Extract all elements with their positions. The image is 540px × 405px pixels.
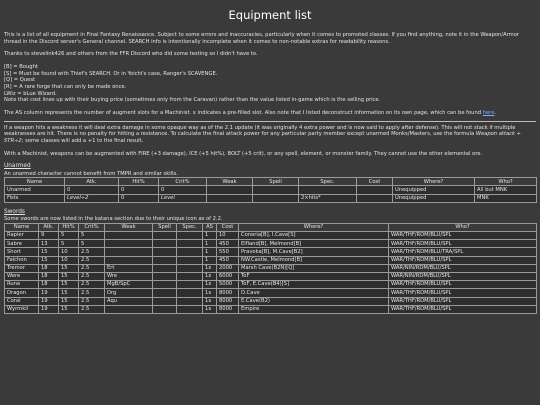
table-cell: Coral (5, 297, 39, 305)
machinist-paragraph: With a Machinist, weapons can be augmented with FIRE (+3 damage), ICE (+5 hit%), BOLT (+5 crit), or any spell, element, or monster family. They cannot use the other elemental ore. (4, 150, 483, 157)
table-cell (177, 256, 203, 264)
unarmed-table (4, 177, 537, 203)
weakness-text: If a weapon hits a weakness it will deal extra damage in some opaque way as of the 2.1 update (it was originally 4 extra power and is now said to apply after defense). This will not stack if multiple weaknesses are hit. There is no penalty for hitting a resistance. To calculate the final attack power for any particular party member except unarmed Monks/Masters, use the formula (4, 124, 516, 138)
column-header: Crit% (79, 223, 105, 231)
column-header: Weak (105, 223, 153, 231)
swords-table-body (5, 232, 537, 314)
legend-line: [B] = Bought (4, 63, 38, 70)
table-cell: D.Cave (239, 289, 389, 297)
table-cell: WAR/NIN/RDM/BLU/SPL (389, 264, 537, 272)
table-cell: 2.5 (79, 305, 105, 313)
as-note-paragraph (4, 110, 536, 117)
column-header: Who? (389, 223, 537, 231)
column-header: Name (5, 178, 65, 186)
table-cell: ToF (239, 273, 389, 281)
table-cell: 0 (159, 186, 207, 194)
table-cell: 15 (59, 289, 79, 297)
table-cell (177, 289, 203, 297)
unarmed-description: An unarmed character cannot benefit from TMPR and similar skills. (4, 170, 178, 177)
column-header: Atk. (39, 223, 59, 231)
table-cell (207, 194, 253, 202)
table-cell: Rapier (5, 232, 39, 240)
table-cell: Ert (105, 264, 153, 272)
table-cell (105, 248, 153, 256)
table-cell: WAR/THF/RDM/BLU/SPL (389, 281, 537, 289)
table-cell: MgB/SpC (105, 281, 153, 289)
table-cell: 1x (203, 289, 217, 297)
swords-table (4, 223, 537, 314)
table-cell: 15 (59, 297, 79, 305)
table-cell (153, 264, 177, 272)
table-cell: WAR/THF/RDM/BLU/SPL (389, 297, 537, 305)
deconstruct-link[interactable]: here (482, 109, 495, 116)
column-header: Spell (153, 223, 177, 231)
table-cell: 1 (203, 256, 217, 264)
table-cell: Empire (239, 305, 389, 313)
table-cell (65, 194, 119, 202)
table-cell: 0 (65, 186, 119, 194)
table-row (5, 248, 537, 256)
table-cell (153, 297, 177, 305)
table-row (5, 194, 537, 202)
table-cell: 1x (203, 297, 217, 305)
table-cell: 2.5 (79, 281, 105, 289)
table-cell: Unarmed (5, 186, 65, 194)
table-cell: 5 (79, 240, 105, 248)
table-cell (159, 194, 207, 202)
table-cell: 2.5 (79, 297, 105, 305)
table-cell: Rune (5, 281, 39, 289)
cell-italic: Level (161, 194, 175, 201)
attack-formula: Weapon attack + STR÷2 (4, 131, 522, 144)
table-cell: 8000 (217, 297, 239, 305)
table-cell (105, 305, 153, 313)
table-row (5, 305, 537, 313)
table-cell: 10 (59, 248, 79, 256)
column-header: Cost (357, 178, 393, 186)
table-cell: 15 (39, 256, 59, 264)
table-cell: 450 (217, 256, 239, 264)
table-cell: WAR/THF/RDM/BLU/SPL (389, 240, 537, 248)
table-cell: 0 (119, 186, 159, 194)
table-row (5, 186, 537, 194)
legend-line: [S] = Must be found with Thief's SEARCH. Or in Yoichi's case, Ranger's SCAVENGE. (4, 70, 218, 77)
table-cell: 13 (39, 240, 59, 248)
column-header: Where? (239, 223, 389, 231)
table-cell: 19 (39, 289, 59, 297)
table-cell: Aqu (105, 297, 153, 305)
unarmed-heading: Unarmed (4, 163, 31, 170)
table-cell: 1 (203, 240, 217, 248)
table-cell (357, 186, 393, 194)
table-cell: 1 (203, 232, 217, 240)
table-cell (357, 194, 393, 202)
as-note-text: The AS column represents the number of augment slots for a Machinist. x indicates a pre-filled slot. Also note that I listed deconstruct information on its own page, which can be found (4, 109, 483, 116)
table-cell (105, 240, 153, 248)
table-cell: WAR/THF/RDM/BLU/SPL (389, 305, 537, 313)
table-cell: 10 (217, 232, 239, 240)
column-header: Name (5, 223, 39, 231)
column-header: Cost (217, 223, 239, 231)
table-cell (153, 232, 177, 240)
table-cell: 1x (203, 264, 217, 272)
thanks-paragraph: Thanks to stevelink426 and others from the FFR Discord who did some testing so I didn't have to. (4, 51, 258, 58)
table-cell: 5 (79, 232, 105, 240)
table-cell: 18 (39, 264, 59, 272)
table-cell: 2.5 (79, 264, 105, 272)
table-cell: 1x (203, 305, 217, 313)
section-divider (4, 121, 536, 122)
table-cell: MNK (475, 194, 537, 202)
table-cell: Wyrmkil (5, 305, 39, 313)
table-cell: 18 (39, 281, 59, 289)
table-cell (177, 305, 203, 313)
table-row (5, 232, 537, 240)
table-cell: Unequipped (393, 194, 475, 202)
table-cell: 15 (59, 305, 79, 313)
table-cell (105, 256, 153, 264)
column-header: Crit% (159, 178, 207, 186)
table-cell: 2.5 (79, 256, 105, 264)
table-cell (207, 186, 253, 194)
table-cell: 15 (39, 248, 59, 256)
table-cell (253, 194, 299, 202)
table-cell: WAR/THF/RDM/BLU/SPL (389, 289, 537, 297)
table-row (5, 289, 537, 297)
column-header: Weak (207, 178, 253, 186)
table-cell (177, 297, 203, 305)
table-cell (153, 240, 177, 248)
table-cell: Unequipped (393, 186, 475, 194)
table-cell: 1x (203, 273, 217, 281)
table-cell (153, 256, 177, 264)
table-cell: 19 (39, 297, 59, 305)
table-cell: Marsh Cave(B2N)[Q] (239, 264, 389, 272)
table-cell: 8000 (217, 289, 239, 297)
table-cell: 2.5 (79, 289, 105, 297)
table-cell (177, 273, 203, 281)
table-cell: Tremor (5, 264, 39, 272)
table-cell (153, 289, 177, 297)
cell-italic: Level÷2 (67, 194, 89, 201)
table-cell (253, 186, 299, 194)
column-header: Hit% (59, 223, 79, 231)
page-title: Equipment list (228, 8, 312, 22)
column-header: Spell (253, 178, 299, 186)
table-cell: Pravoka[B], M.Cave[B2] (239, 248, 389, 256)
legend-block (4, 64, 536, 104)
column-header: Spec. (299, 178, 357, 186)
table-cell: 5 (59, 240, 79, 248)
table-cell: NW.Castle, Melmond[B] (239, 256, 389, 264)
table-cell (177, 281, 203, 289)
table-cell: Dragon (5, 289, 39, 297)
table-cell (105, 232, 153, 240)
table-cell: 0 (119, 194, 159, 202)
table-row (5, 281, 537, 289)
table-cell (299, 186, 357, 194)
table-cell: WAR/THF/RDM/BLU/TRA/SPL (389, 248, 537, 256)
table-header-row (5, 178, 537, 186)
swords-heading: Swords (4, 208, 25, 215)
table-cell: 450 (217, 240, 239, 248)
legend-line: [Q] = Quest (4, 77, 36, 84)
column-header: Hit% (119, 178, 159, 186)
table-cell: 15 (59, 273, 79, 281)
table-cell (177, 264, 203, 272)
table-header-row (5, 223, 537, 231)
table-row (5, 264, 537, 272)
table-cell: 2000 (217, 264, 239, 272)
table-cell (153, 281, 177, 289)
table-cell: Short (5, 248, 39, 256)
column-header: Spec. (177, 223, 203, 231)
table-row (5, 273, 537, 281)
column-header: Who? (475, 178, 537, 186)
table-cell (177, 240, 203, 248)
table-cell: Sabre (5, 240, 39, 248)
table-cell: 550 (217, 248, 239, 256)
table-cell: WAR/THF/RDM/BLU/SPL (389, 256, 537, 264)
table-cell (153, 305, 177, 313)
table-cell: 15 (59, 281, 79, 289)
table-cell: Were (5, 273, 39, 281)
table-cell (177, 232, 203, 240)
table-cell: 2.5 (79, 248, 105, 256)
table-cell (153, 273, 177, 281)
table-cell: 1x (203, 281, 217, 289)
table-cell: WAR/NIN/RDM/BLU/SPL (389, 273, 537, 281)
weakness-text-end: ; some classes will add a +1 to the final result. (21, 137, 144, 144)
weakness-paragraph (4, 125, 536, 145)
legend-line: [R] = A rare forge that can only be made once. (4, 83, 127, 90)
table-cell: 10 (59, 256, 79, 264)
table-cell: Wre (105, 273, 153, 281)
legend-line: LWiz = bLue Wizard. (4, 90, 57, 97)
table-cell (153, 248, 177, 256)
as-note-end: . (494, 109, 497, 116)
table-row (5, 297, 537, 305)
table-cell: Falchon (5, 256, 39, 264)
table-cell: 9 (39, 232, 59, 240)
table-cell: Drg (105, 289, 153, 297)
table-cell: Coneria[B], I.Cave[S] (239, 232, 389, 240)
swords-description: Some swords are now listed in the katana section due to their unique icon as of 2.2. (4, 216, 223, 223)
table-cell: 18 (39, 273, 59, 281)
table-cell: 8000 (217, 305, 239, 313)
table-cell: 19 (39, 305, 59, 313)
column-header: Where? (393, 178, 475, 186)
table-cell (177, 248, 203, 256)
table-cell: All but MNK (475, 186, 537, 194)
legend-line: Note that cost lines up with their buying price (sometimes only from the Caravan) rather than the value listed in-game which is the selling price. (4, 97, 381, 104)
table-cell: 1 (203, 248, 217, 256)
table-cell: 5000 (217, 281, 239, 289)
table-cell: 2×hits* (299, 194, 357, 202)
table-cell: 2.5 (79, 273, 105, 281)
intro-paragraph: This is a list of all equipment in Final Fantasy Renaissance. Subject to some errors and inaccuracies, particularly when it comes to promoted classes. If you find anything, note it in the Weapon/Armor thread in the Discord server's General channel. SEARCH info is intentionally incomplete when it comes to non-notable extras for readability reasons. (4, 32, 520, 45)
table-cell: 6000 (217, 273, 239, 281)
table-cell: Elfland[B], Melmond[B] (239, 240, 389, 248)
table-row (5, 240, 537, 248)
table-cell: ToF, E.Cave(B4)[S] (239, 281, 389, 289)
table-cell: 15 (59, 264, 79, 272)
column-header: AS (203, 223, 217, 231)
table-cell: E.Cave(B2) (239, 297, 389, 305)
table-row (5, 256, 537, 264)
table-cell: Fists (5, 194, 65, 202)
table-cell: WAR/THF/RDM/BLU/SPL (389, 232, 537, 240)
table-cell: 5 (59, 232, 79, 240)
column-header: Atk. (65, 178, 119, 186)
